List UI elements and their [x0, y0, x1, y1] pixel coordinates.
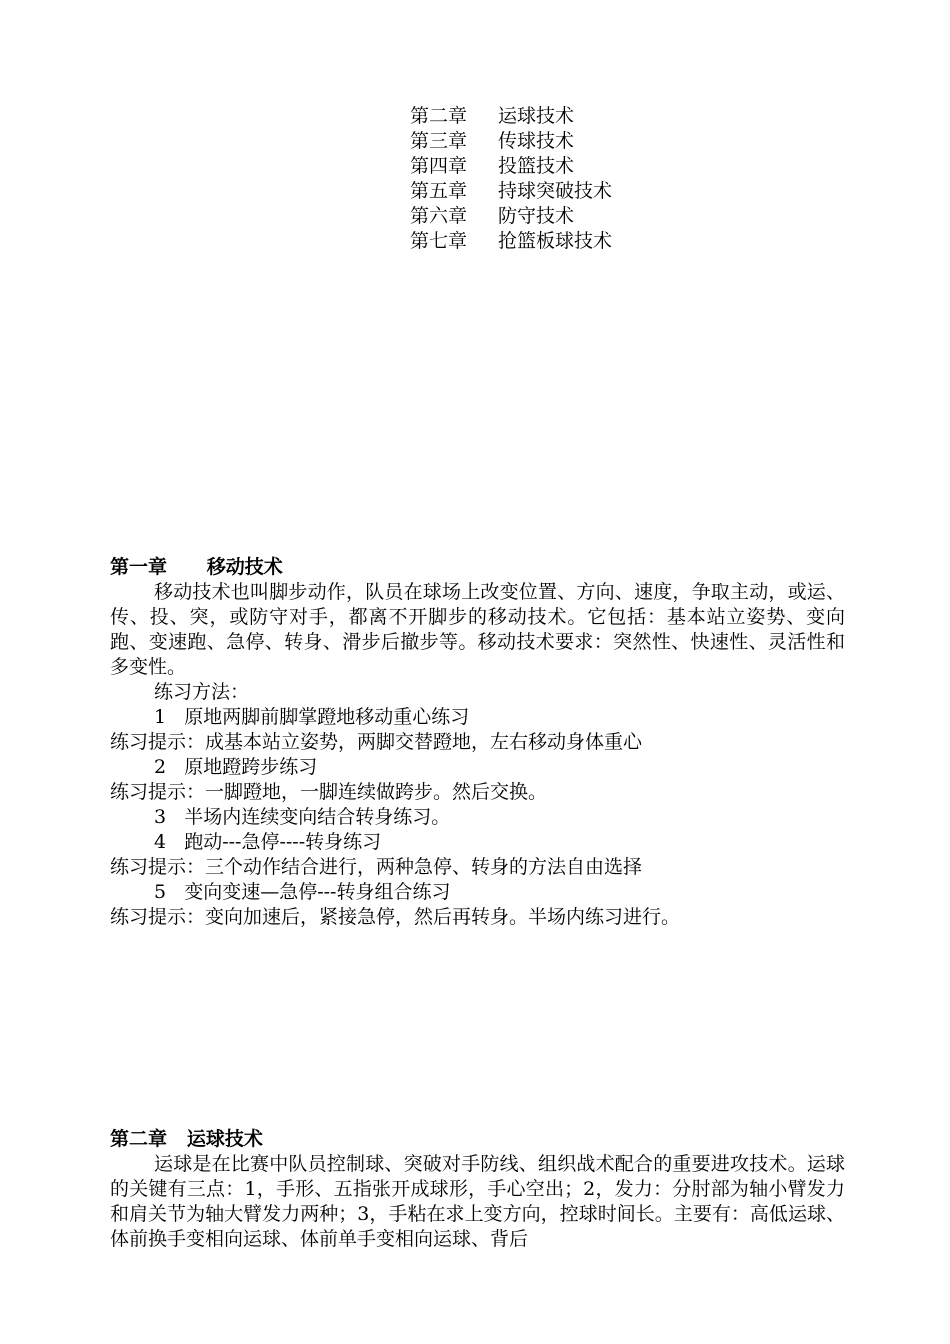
exercise-1: 1 原地两脚前脚掌蹬地移动重心练习 [154, 706, 470, 728]
chapter-2-heading: 第二章 运球技术 [110, 1128, 263, 1150]
chapter-1-heading: 第一章 移动技术 [110, 556, 283, 578]
toc-item [410, 179, 612, 204]
toc-item [410, 154, 612, 179]
toc-chapter-title: 抢篮板球技术 [498, 230, 613, 252]
toc-chapter-number: 第七章 [410, 230, 468, 252]
toc-chapter-number: 第二章 [410, 105, 468, 127]
toc-item [410, 204, 612, 229]
toc-item [410, 229, 612, 254]
exercise-1-tip: 练习提示：成基本站立姿势，两脚交替蹬地，左右移动身体重心 [110, 731, 643, 753]
exercise-3: 3 半场内连续变向结合转身练习。 [154, 806, 451, 828]
chapter-1-intro: 移动技术也叫脚步动作，队员在球场上改变位置、方向、速度，争取主动，或运、传、投、突，或防守对手，都离不开脚步的移动技术。它包括：基本站立姿势、变向跑、变速跑、急停、转身、滑步后撤步等。移动技术要求：突然性、快速性、灵活性和多变性。 [110, 581, 845, 678]
toc-item [410, 104, 612, 129]
toc-chapter-title: 传球技术 [498, 130, 575, 152]
exercise-5-tip: 练习提示：变向加速后，紧接急停，然后再转身。半场内练习进行。 [110, 906, 681, 928]
exercise-2-tip: 练习提示：一脚蹬地，一脚连续做跨步。然后交换。 [110, 781, 548, 803]
chapter-1-section [110, 555, 845, 930]
toc-chapter-number: 第四章 [410, 155, 468, 177]
toc-chapter-title: 投篮技术 [498, 155, 575, 177]
exercise-2: 2 原地蹬跨步练习 [154, 756, 318, 778]
exercise-4: 4 跑动---急停----转身练习 [154, 831, 382, 853]
exercise-4-tip: 练习提示：三个动作结合进行，两种急停、转身的方法自由选择 [110, 856, 643, 878]
practice-methods-label: 练习方法： [154, 681, 250, 703]
toc-item [410, 129, 612, 154]
table-of-contents [410, 104, 612, 254]
toc-chapter-title: 持球突破技术 [498, 180, 613, 202]
toc-chapter-number: 第五章 [410, 180, 468, 202]
chapter-2-intro: 运球是在比赛中队员控制球、突破对手防线、组织战术配合的重要进攻技术。运球的关键有三点：1，手形、五指张开成球形，手心空出；2，发力：分肘部为轴小臂发力和肩关节为轴大臂发力两种；3，手粘在求上变方向，控球时间长。主要有：高低运球、体前换手变相向运球、体前单手变相向运球、背后 [110, 1153, 845, 1250]
exercise-5: 5 变向变速—急停---转身组合练习 [154, 881, 451, 903]
chapter-2-section [110, 1127, 845, 1252]
toc-chapter-title: 运球技术 [498, 105, 575, 127]
toc-chapter-title: 防守技术 [498, 205, 575, 227]
toc-chapter-number: 第六章 [410, 205, 468, 227]
toc-chapter-number: 第三章 [410, 130, 468, 152]
